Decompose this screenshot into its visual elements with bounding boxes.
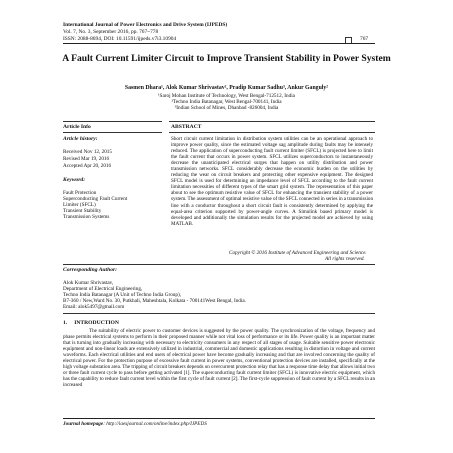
journal-issn: ISSN: 2088-8694, DOI: 10.11591/ijpeds.v7i3.10904 <box>63 36 177 42</box>
corresponding-institute: Techno India Batanagar (A Unit of Techno India Group), <box>63 292 182 298</box>
article-info-sub-rule <box>63 132 162 133</box>
history-revised: Revised Mar 19, 2016 <box>63 156 110 162</box>
header-rule <box>63 43 375 44</box>
affiliation-3: ³Indian School of Mines, Dhanbad -826004, India <box>174 105 279 111</box>
paper-title: A Fault Current Limiter Circuit to Improve Transient Stability in Power System <box>62 53 391 64</box>
article-info-heading: Article Info <box>63 124 91 130</box>
footer-rule <box>63 418 375 419</box>
history-heading: Article history: <box>63 136 98 142</box>
page-number: 767 <box>360 36 369 42</box>
article-info-top-rule <box>63 121 162 122</box>
journal-name: International Journal of Power Electronics and Drive System (IJPEDS) <box>63 22 228 28</box>
journal-homepage <box>63 421 207 427</box>
journal-volume: Vol. 7, No. 3, September 2016, pp. 767~778 <box>63 29 159 35</box>
history-accepted: Accepted Apr 20, 2016 <box>63 163 112 169</box>
abstract-heading: ABSTRACT <box>171 124 202 130</box>
copyright-line: Copyright © 2016 Institute of Advanced Engineering and Science. <box>229 250 367 256</box>
keyword-heading: Keyword: <box>63 177 86 183</box>
keyword-item: Superconducting Fault Current <box>63 196 128 203</box>
corresponding-email: Email: alok5497@gmail.com <box>63 304 125 310</box>
homepage-label: Journal homepage <box>63 421 104 427</box>
author-list: Sasmen Dhara¹, Alok Kumar Shrivastav², Pradip Kumar Sadhu³, Ankur Ganguly² <box>124 85 329 91</box>
corresponding-bottom-rule <box>63 313 375 314</box>
keyword-item: Limiter (SFCL) <box>63 202 96 209</box>
affiliation-1: ¹Saroj Mohan Institute of Technology, West Bengal-712512, India <box>158 93 295 99</box>
abstract-top-rule <box>169 121 375 122</box>
keyword-item: Transient Stability <box>63 208 102 215</box>
homepage-link[interactable]: : http://iaesjournal.com/online/index.php/IJPEDS <box>103 421 207 427</box>
keyword-list <box>63 190 127 220</box>
history-received: Received Nov 12, 2015 <box>63 149 112 155</box>
keyword-item: Transmission Systems <box>63 214 110 221</box>
rights-line: All rights reserved. <box>325 256 365 262</box>
abstract-sub-rule <box>169 132 375 133</box>
introduction-heading: 1. INTRODUCTION <box>63 320 119 326</box>
abstract-text: Short circuit current limitation in distribution system utilities can be an operational approach to improve power quality, since the estimated voltage sag amplitude during faults may be intensely reduced. The application of superconducting fault current limiter (SFCL) is projected here to limit the fault current that occurs in power system. SFCL utilizes superconductors to instantaneously decrease the unanticipated electrical surges that happen on utility distribution and power transmission networks. SFCL considerably decrease the economic burden on the utilities by reducing the wear on circuit breakers and protecting other expensive equipment. The designed SFCL model is used for determining an impedance level of SFCL according to the fault current limitation necessities of different types of the smart grid system. The representation of this paper about to see the optimum resistive value of SFCL for enhancing the transient stability of a power system. The assessment of optimal resistive value of the SFCL connected in series in a transmission line with a conductor throughout a short circuit fault is consistently determined by applying the equal-area criterion supported by power-angle curves. A Simulink based primary model is developed and additionally the simulation results for the projected model are achieved by using MATLAB. <box>171 136 373 227</box>
keyword-item: Fault Protection <box>63 190 97 196</box>
introduction-text: The suitability of electric power to customer devices is suggested by the power quality. The synchronization of the voltage, frequency and phase permits electrical systems to perform in their proposed manner while not vital loss of performance or its life. Power quality is an important matter that is turning into gradually increasing with necessary to electricity consumers in any respect of all stages of usage. Suitable sensitive power electronic equipment and non-linear loads are extensively utilized in industrial, commercial and domestic applications resulting in distortion in voltage and current waveforms. Each electrical utilities and end users of electrical power have become gradually increasing and that are involved concerning the quality of electrical power. For the protection purpose of excessive fault current in power systems, conventional protection devices are installed, specifically at the high voltage substation area. The tripping of circuit breakers depends on overcurrent protection relay that has a response time delay that allows initial two or three fault current cycle to pass before getting activated [1]. The superconducting fault current limiter (SFCL) is innovative electric equipment, which has the capability to reduce fault current level within the first cycle of fault current [2]. The first-cycle suppression of fault current by a SFCL results in an increased <box>63 328 375 389</box>
corresponding-heading: Corresponding Author: <box>63 267 118 273</box>
corresponding-name: Alok Kumar Shrivastav, <box>63 280 114 286</box>
affiliation-2: ²Techno India Batanagar, West Bengal-700141, India <box>171 99 282 105</box>
corresponding-department: Department of Electrical Engineering, <box>63 286 143 292</box>
corresponding-address: B7-360 / New,Ward No. 30, Putkhali, Maheshtala, Kolkata - 700141West Bengal, India. <box>63 298 246 304</box>
box-bottom-rule <box>63 264 375 265</box>
